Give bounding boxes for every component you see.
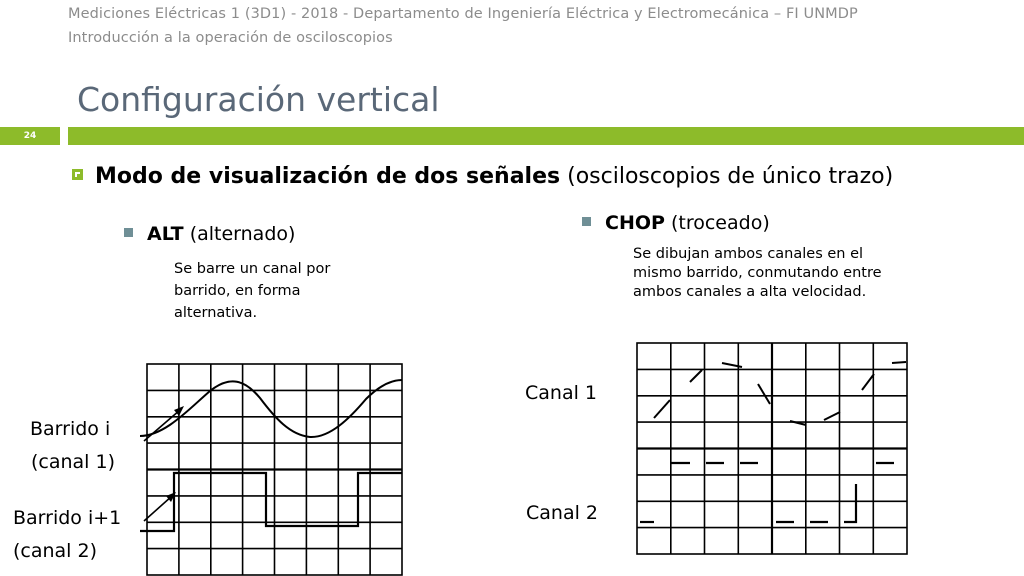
square-bullet-icon <box>582 217 591 226</box>
main-bullet-paren: (osciloscopios de único trazo) <box>567 164 894 189</box>
chop-description: Se dibujan ambos canales en el mismo barrido, conmutando entre ambos canales a alta velocidad. <box>633 246 882 300</box>
label-canal1: Canal 1 <box>525 382 598 404</box>
slide-title: Configuración vertical <box>77 80 440 119</box>
chop-bullet <box>582 212 770 234</box>
slide-number: 24 <box>0 127 60 145</box>
label-canal1-paren: (canal 1) <box>31 451 116 473</box>
label-canal2-paren: (canal 2) <box>13 540 98 562</box>
alt-bullet <box>124 223 295 245</box>
square-bullet-icon <box>72 169 83 180</box>
title-divider-bar <box>68 127 1024 145</box>
chop-bullet-bold: CHOP <box>605 212 665 234</box>
chop-bullet-paren: (troceado) <box>670 212 770 234</box>
square-bullet-icon <box>124 228 133 237</box>
chop-oscilloscope-display <box>634 342 912 556</box>
alt-description: Se barre un canal por barrido, en forma alternativa. <box>174 261 331 321</box>
label-barrido-i: Barrido i <box>30 418 111 440</box>
label-canal2: Canal 2 <box>526 502 599 524</box>
alt-oscilloscope-display <box>140 363 404 576</box>
alt-bullet-bold: ALT <box>147 223 184 245</box>
main-bullet <box>72 164 893 189</box>
header-course-line: Mediciones Eléctricas 1 (3D1) - 2018 - Departamento de Ingeniería Eléctrica y Electromecánica – FI UNMDP <box>68 6 858 22</box>
header-topic-line: Introducción a la operación de osciloscopios <box>68 30 393 46</box>
label-barrido-i1: Barrido i+1 <box>13 507 122 529</box>
main-bullet-bold: Modo de visualización de dos señales <box>95 164 561 189</box>
alt-bullet-paren: (alternado) <box>189 223 296 245</box>
